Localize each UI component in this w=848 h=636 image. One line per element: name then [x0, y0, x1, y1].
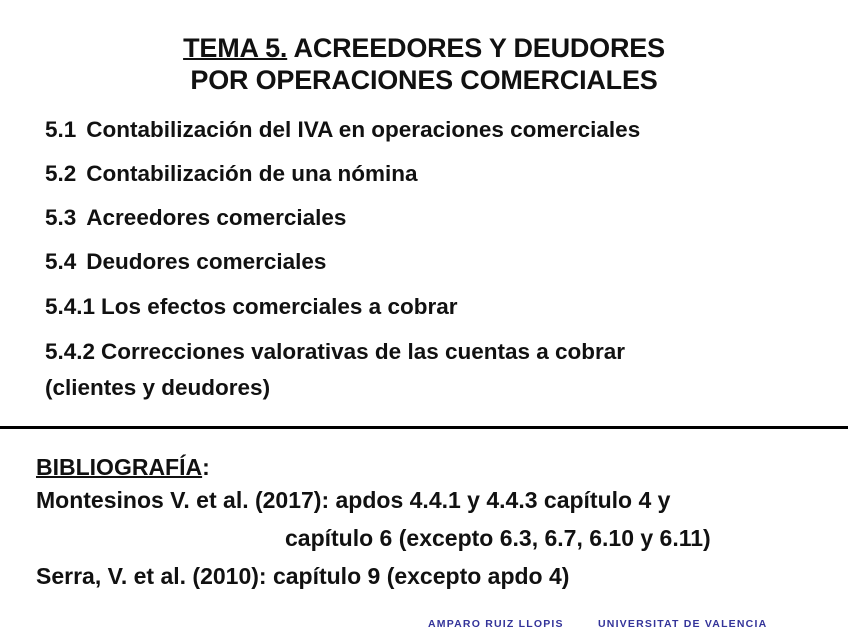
bibliography-entry: Montesinos V. et al. (2017): apdos 4.4.1 y 4.4.3 capítulo 4 y	[36, 487, 671, 513]
topic-number: 5.4	[45, 249, 77, 274]
bibliography-entry: Serra, V. et al. (2010): capítulo 9 (excepto apdo 4)	[36, 563, 570, 589]
topic-number: 5.4.1	[45, 294, 96, 319]
bibliography-heading-label: BIBLIOGRAFÍA	[36, 454, 203, 480]
footer-institution: UNIVERSITAT DE VALENCIA	[598, 618, 768, 630]
page-subtitle: POR OPERACIONES COMERCIALES	[190, 65, 658, 95]
topic-item	[45, 293, 457, 321]
title-rest: ACREEDORES Y DEUDORES	[293, 33, 665, 63]
topic-text: Contabilización del IVA en operaciones comerciales	[86, 117, 641, 142]
topic-text: Los efectos comerciales a cobrar	[101, 294, 458, 319]
section-divider	[0, 426, 848, 429]
topic-number: 5.2	[45, 161, 77, 186]
topic-text: Acreedores comerciales	[86, 205, 347, 230]
tema-label: TEMA 5.	[183, 33, 288, 63]
topic-item	[45, 338, 625, 366]
topic-number: 5.1	[45, 117, 77, 142]
topic-number: 5.3	[45, 205, 77, 230]
topic-item	[45, 204, 346, 232]
topic-text: Deudores comerciales	[86, 249, 327, 274]
bibliography-heading	[36, 452, 210, 482]
bibliography-heading-colon: :	[202, 454, 210, 480]
topic-number: 5.4.2	[45, 339, 96, 364]
topic-item	[45, 160, 418, 188]
bibliography-entry-continued: capítulo 6 (excepto 6.3, 6.7, 6.10 y 6.11)	[285, 525, 711, 551]
topic-text-continued: (clientes y deudores)	[45, 375, 271, 400]
topic-item	[45, 248, 326, 276]
topic-text: Contabilización de una nómina	[86, 161, 418, 186]
page-title	[0, 32, 848, 64]
topic-text: Correcciones valorativas de las cuentas a cobrar	[101, 339, 626, 364]
topic-item	[45, 116, 640, 144]
footer-author: AMPARO RUIZ LLOPIS	[428, 618, 564, 630]
